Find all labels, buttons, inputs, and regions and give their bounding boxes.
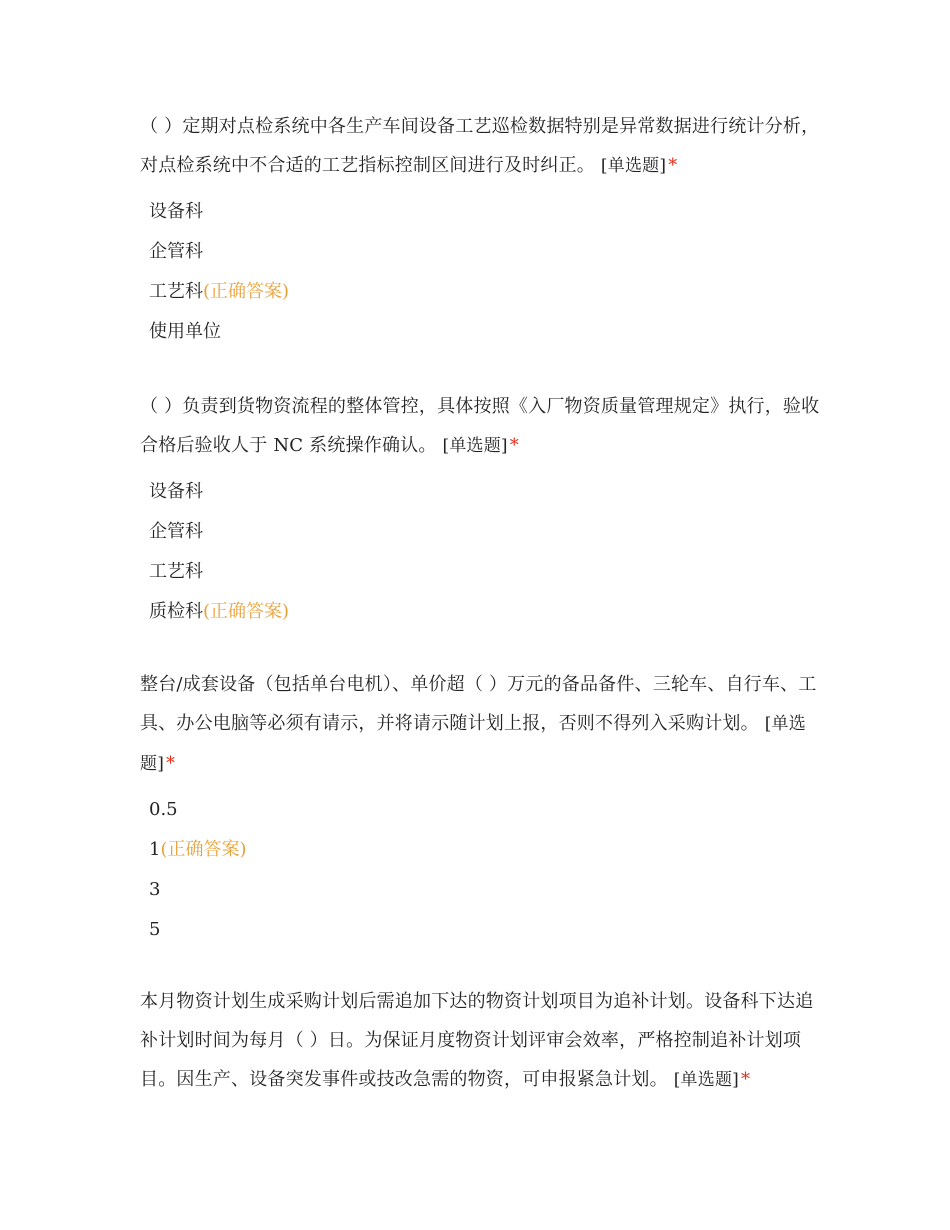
option-label: 5 <box>149 919 161 940</box>
question-type-tag: [单选题] <box>600 156 667 176</box>
option-label: 设备科 <box>149 481 203 502</box>
options-list <box>140 790 820 950</box>
option-item[interactable] <box>149 232 820 272</box>
question-text <box>140 665 820 784</box>
option-label: 工艺科 <box>149 561 203 582</box>
option-item[interactable] <box>149 192 820 232</box>
option-item[interactable] <box>149 910 820 950</box>
option-label: 质检科 <box>149 601 203 622</box>
question-3 <box>140 665 820 950</box>
option-label: 设备科 <box>149 201 203 222</box>
correct-answer-mark: (正确答案) <box>203 601 290 622</box>
option-label: 企管科 <box>149 241 203 262</box>
question-1 <box>140 107 820 352</box>
option-label: 3 <box>149 879 161 900</box>
option-item[interactable] <box>149 790 820 830</box>
question-text <box>140 387 820 466</box>
option-item[interactable] <box>149 472 820 512</box>
question-text <box>140 107 820 186</box>
option-label: 企管科 <box>149 521 203 542</box>
question-body: （ ）负责到货物资流程的整体管控，具体按照《入厂物资质量管理规定》执行，验收合格后验收人于 NC 系统操作确认。 <box>140 396 820 456</box>
question-type-tag: [单选题] <box>442 436 508 456</box>
question-body: 本月物资计划生成采购计划后需追加下达的物资计划项目为追补计划。设备科下达追补计划时间为每月（ ）日。为保证月度物资计划评审会效率，严格控制追补计划项目。因生产、设备突发事件或技改急需的物资，可申报紧急计划。 <box>140 991 814 1090</box>
option-label: 工艺科 <box>149 281 203 302</box>
options-list <box>140 192 820 352</box>
option-item[interactable] <box>149 272 820 312</box>
question-body: 整台/成套设备（包括单台电机）、单价超（ ）万元的备品备件、三轮车、自行车、工具、办公电脑等必须有请示，并将请示随计划上报，否则不得列入采购计划。 <box>140 674 817 734</box>
correct-answer-mark: (正确答案) <box>160 839 247 860</box>
question-text <box>140 982 820 1100</box>
question-type-tag: [单选题] <box>140 714 806 774</box>
option-label: 使用单位 <box>149 321 221 342</box>
question-4 <box>140 982 820 1100</box>
required-asterisk: * <box>509 435 519 456</box>
question-2 <box>140 387 820 632</box>
question-body: （ ）定期对点检系统中各生产车间设备工艺巡检数据特别是异常数据进行统计分析，对点检系统中不合适的工艺指标控制区间进行及时纠正。 <box>140 116 820 176</box>
option-item[interactable] <box>149 552 820 592</box>
options-list <box>140 472 820 632</box>
option-label: 0.5 <box>149 799 178 820</box>
option-item[interactable] <box>149 312 820 352</box>
option-item[interactable] <box>149 870 820 910</box>
required-asterisk: * <box>740 1069 751 1090</box>
correct-answer-mark: (正确答案) <box>203 281 290 302</box>
option-item[interactable] <box>149 592 820 632</box>
required-asterisk: * <box>668 155 678 176</box>
required-asterisk: * <box>166 753 176 774</box>
option-item[interactable] <box>149 830 820 870</box>
question-type-tag: [单选题] <box>673 1070 739 1090</box>
option-label: 1 <box>149 839 161 860</box>
option-item[interactable] <box>149 512 820 552</box>
